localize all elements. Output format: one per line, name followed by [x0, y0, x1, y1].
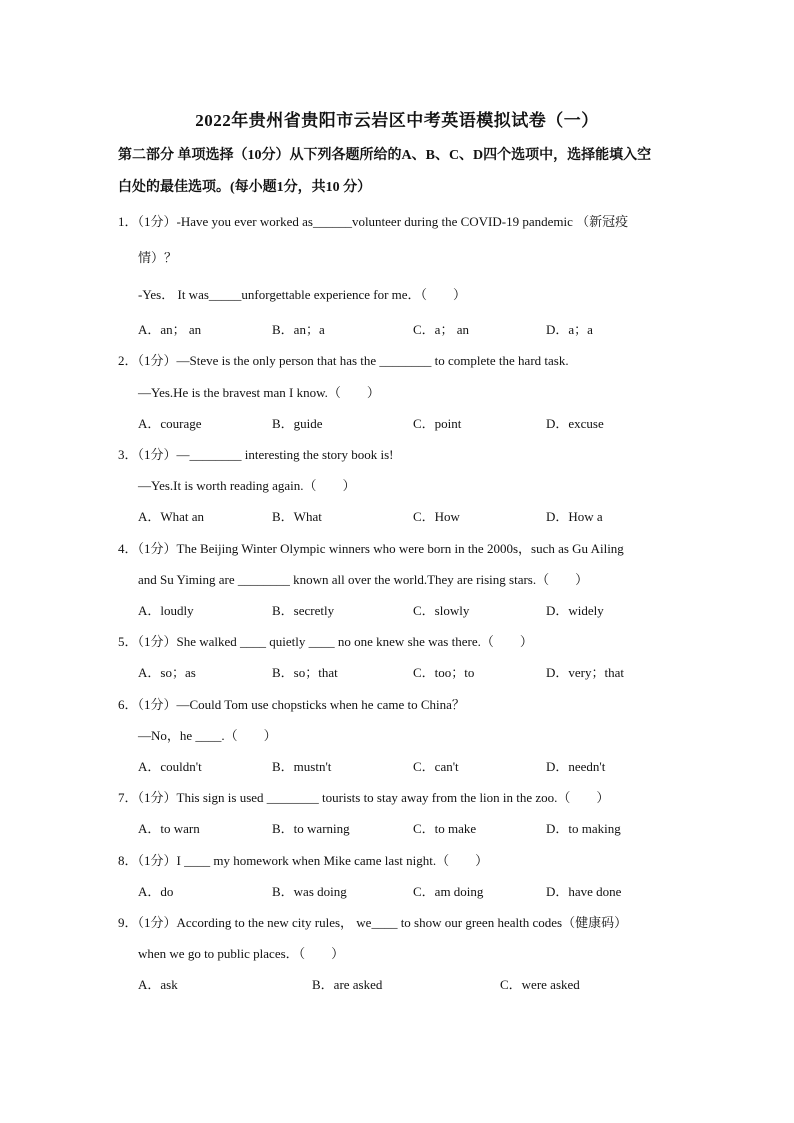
question-6-line-1: 6．（1分）—Could Tom use chopsticks when he came to China？ [118, 697, 465, 712]
question-3-line-1: 3．（1分）—________ interesting the story book is! [118, 447, 394, 462]
question-9-option-a[interactable]: A．ask [138, 977, 178, 992]
section-line-1: 第二部分 单项选择（10分）从下列各题所给的A、B、C、D四个选项中，选择能填入空 [118, 148, 652, 163]
question-7-option-b[interactable]: B．to warning [272, 821, 350, 836]
question-5-option-d[interactable]: D．very；that [546, 665, 624, 680]
question-6-line-2: —No，he ____.（ ） [138, 728, 277, 743]
question-8-line-1: 8．（1分）I ____ my homework when Mike came last night.（ ） [118, 853, 489, 868]
question-6-option-d[interactable]: D．needn't [546, 759, 606, 774]
question-6-option-c[interactable]: C．can't [413, 759, 459, 774]
question-5-option-a[interactable]: A．so；as [138, 665, 196, 680]
question-1-option-b[interactable]: B．an；a [272, 322, 325, 337]
question-7-option-c[interactable]: C．to make [413, 821, 477, 836]
question-6-option-b[interactable]: B．mustn't [272, 759, 332, 774]
question-4-line-1: 4．（1分）The Beijing Winter Olympic winners who were born in the 2000s，such as Gu Ailing [118, 541, 624, 556]
question-7-option-d[interactable]: D．to making [546, 821, 621, 836]
question-2-line-2: —Yes.He is the bravest man I know.（ ） [138, 385, 380, 400]
question-2-option-c[interactable]: C．point [413, 416, 462, 431]
question-1-line-3: -Yes． It was_____unforgettable experience for me．（ ） [138, 287, 467, 302]
question-3-option-d[interactable]: D．How a [546, 509, 603, 524]
question-7-option-a[interactable]: A．to warn [138, 821, 200, 836]
question-8-option-b[interactable]: B．was doing [272, 884, 347, 899]
question-5-line-1: 5．（1分）She walked ____ quietly ____ no one knew she was there.（ ） [118, 634, 533, 649]
question-7-line-1: 7．（1分）This sign is used ________ tourists to stay away from the lion in the zoo.（ ） [118, 790, 610, 805]
question-6-option-a[interactable]: A．couldn't [138, 759, 202, 774]
question-1-option-d[interactable]: D．a；a [546, 322, 593, 337]
section-line-2: 白处的最佳选项。(每小题1分，共10 分） [118, 180, 372, 195]
page-title: 2022年贵州省贵阳市云岩区中考英语模拟试卷（一） [195, 111, 599, 130]
question-9-line-2: when we go to public places．（ ） [138, 946, 345, 961]
question-1-option-a[interactable]: A．an； an [138, 322, 202, 337]
question-8-option-d[interactable]: D．have done [546, 884, 622, 899]
question-3-line-2: —Yes.It is worth reading again.（ ） [138, 478, 356, 493]
question-3-option-a[interactable]: A．What an [138, 509, 205, 524]
question-3-option-c[interactable]: C．How [413, 509, 460, 524]
question-2-line-1: 2．（1分）—Steve is the only person that has the ________ to complete the hard task. [118, 353, 569, 368]
question-2-option-b[interactable]: B．guide [272, 416, 323, 431]
question-9-option-c[interactable]: C．were asked [500, 977, 580, 992]
question-9-option-b[interactable]: B．are asked [312, 977, 383, 992]
question-4-option-d[interactable]: D．widely [546, 603, 604, 618]
question-2-option-a[interactable]: A．courage [138, 416, 202, 431]
question-1-line-2: 情）？ [138, 250, 178, 265]
question-8-option-a[interactable]: A．do [138, 884, 174, 899]
question-4-line-2: and Su Yiming are ________ known all over the world.They are rising stars.（ ） [138, 572, 589, 587]
question-1-line-1: 1．（1分）-Have you ever worked as______volunteer during the COVID-19 pandemic （新冠疫 [118, 214, 629, 229]
question-1-option-c[interactable]: C．a； an [413, 322, 469, 337]
question-2-option-d[interactable]: D．excuse [546, 416, 604, 431]
section-instructions [118, 140, 678, 204]
question-5-option-c[interactable]: C．too；to [413, 665, 475, 680]
question-9-line-1: 9．（1分）According to the new city rules， we____ to show our green health codes（健康码） [118, 915, 628, 930]
question-3-option-b[interactable]: B．What [272, 509, 322, 524]
question-5-option-b[interactable]: B．so；that [272, 665, 338, 680]
question-4-option-b[interactable]: B．secretly [272, 603, 335, 618]
question-8-option-c[interactable]: C．am doing [413, 884, 484, 899]
question-4-option-c[interactable]: C．slowly [413, 603, 470, 618]
question-4-option-a[interactable]: A．loudly [138, 603, 194, 618]
